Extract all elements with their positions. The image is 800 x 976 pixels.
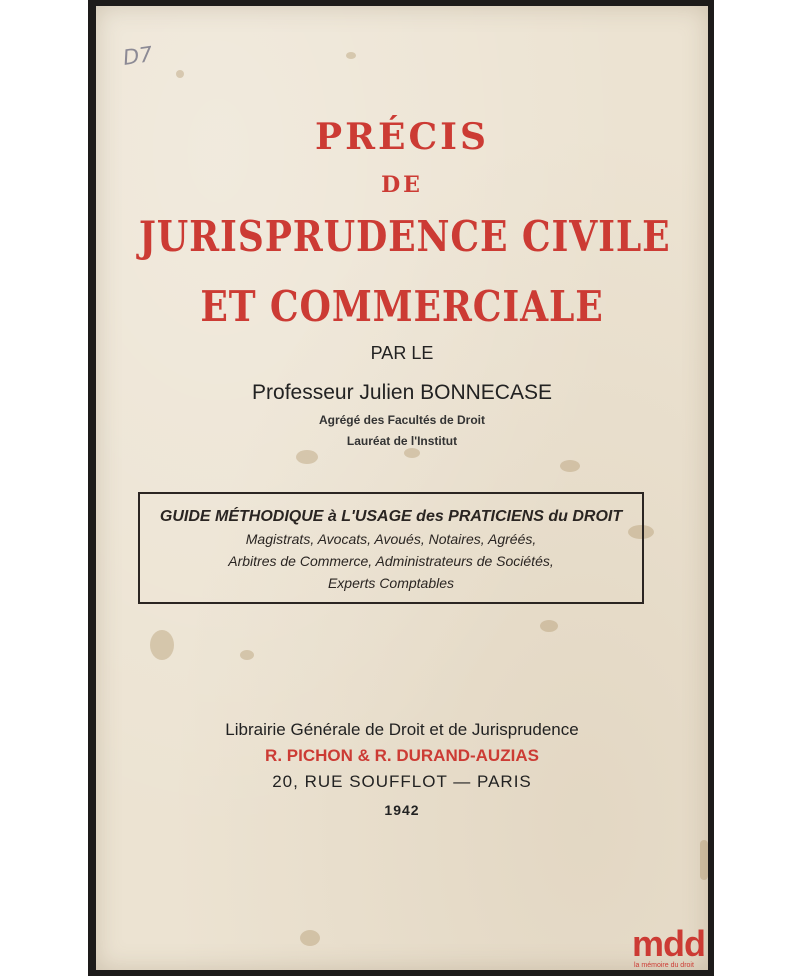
publication-year: 1942 (384, 802, 420, 818)
guide-audience-line2: Arbitres de Commerce, Administrateurs de Sociétés, (228, 553, 554, 569)
paper-stain (296, 450, 318, 464)
paper-stain (150, 630, 174, 660)
by-label: PAR LE (370, 343, 434, 363)
guide-audience-line1: Magistrats, Avocats, Avoués, Notaires, Agréés, (245, 531, 537, 547)
author-name: Professeur Julien BONNECASE (252, 381, 552, 404)
paper-stain (346, 52, 356, 59)
handwritten-shelf-mark: D7 (121, 42, 155, 70)
paper-stain (560, 460, 580, 472)
paper-stain (176, 70, 184, 78)
mdd-logo-tagline: la mémoire du droit (634, 962, 694, 969)
paper-stain (700, 840, 708, 880)
author-credential-laureat: Lauréat de l'Institut (346, 434, 458, 448)
title-de: DE (381, 172, 423, 198)
mdd-watermark-logo (632, 923, 712, 974)
title-jurisprudence-civile: JURISPRUDENCE CIVILE (138, 212, 671, 261)
paper-stain (240, 650, 254, 660)
author-credential-agrege: Agrégé des Facultés de Droit (318, 413, 486, 427)
paper-stain (404, 448, 420, 458)
publisher-name: R. PICHON & R. DURAND-AUZIAS (265, 746, 539, 765)
paper-stain (540, 620, 558, 632)
guide-audience-line3: Experts Comptables (327, 575, 455, 591)
mdd-logo-text: mdd (632, 923, 705, 964)
title-et-commerciale: ET COMMERCIALE (200, 282, 604, 331)
title-precis: PRÉCIS (315, 116, 489, 158)
guide-heading: GUIDE MÉTHODIQUE à L'USAGE des PRATICIENS du DROIT (159, 508, 623, 525)
publisher-library: Librairie Générale de Droit et de Jurisprudence (225, 720, 579, 739)
publisher-address: 20, RUE SOUFFLOT — PARIS (272, 772, 532, 791)
paper-stain (300, 930, 320, 946)
